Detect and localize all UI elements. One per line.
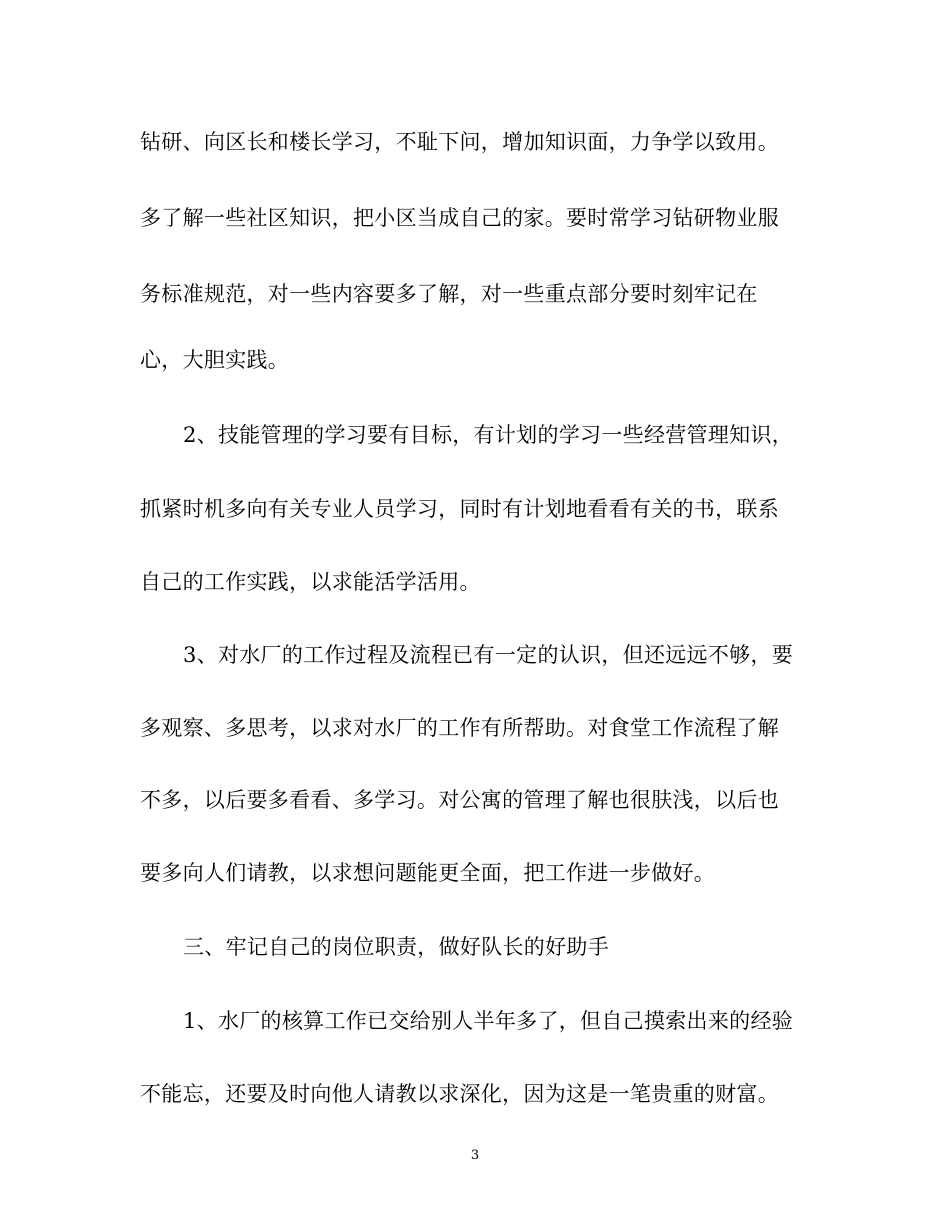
text-line: 务标准规范，对一些内容要多了解，对一些重点部分要时刻牢记在 <box>140 282 758 306</box>
text-line: 要多向人们请教，以求想问题能更全面，把工作进一步做好。 <box>140 861 716 885</box>
text-line: 不能忘，还要及时向他人请教以求深化，因为这是一笔贵重的财富。 <box>140 1082 779 1106</box>
text-line: 3、对水厂的工作过程及流程已有一定的认识，但还远远不够，要 <box>183 643 794 667</box>
text-line: 多了解一些社区知识，把小区当成自己的家。要时常学习钻研物业服 <box>140 206 779 230</box>
text-line: 自己的工作实践，以求能活学活用。 <box>140 570 481 594</box>
page-number: 3 <box>470 1148 480 1163</box>
text-line: 多观察、多思考，以求对水厂的工作有所帮助。对食堂工作流程了解 <box>140 716 779 740</box>
text-line: 钻研、向区长和楼长学习，不耻下问，增加知识面，力争学以致用。 <box>140 130 779 154</box>
text-line: 不多，以后要多看看、多学习。对公寓的管理了解也很肤浅，以后也 <box>140 788 779 812</box>
text-line: 三、牢记自己的岗位职责，做好队长的好助手 <box>183 935 609 959</box>
text-line: 抓紧时机多向有关专业人员学习，同时有计划地看看有关的书，联系 <box>140 497 779 521</box>
text-line: 2、技能管理的学习要有目标，有计划的学习一些经营管理知识， <box>183 423 794 447</box>
text-line: 心，大胆实践。 <box>140 348 290 372</box>
text-line: 1、水厂的核算工作已交给别人半年多了，但自己摸索出来的经验 <box>183 1009 794 1033</box>
